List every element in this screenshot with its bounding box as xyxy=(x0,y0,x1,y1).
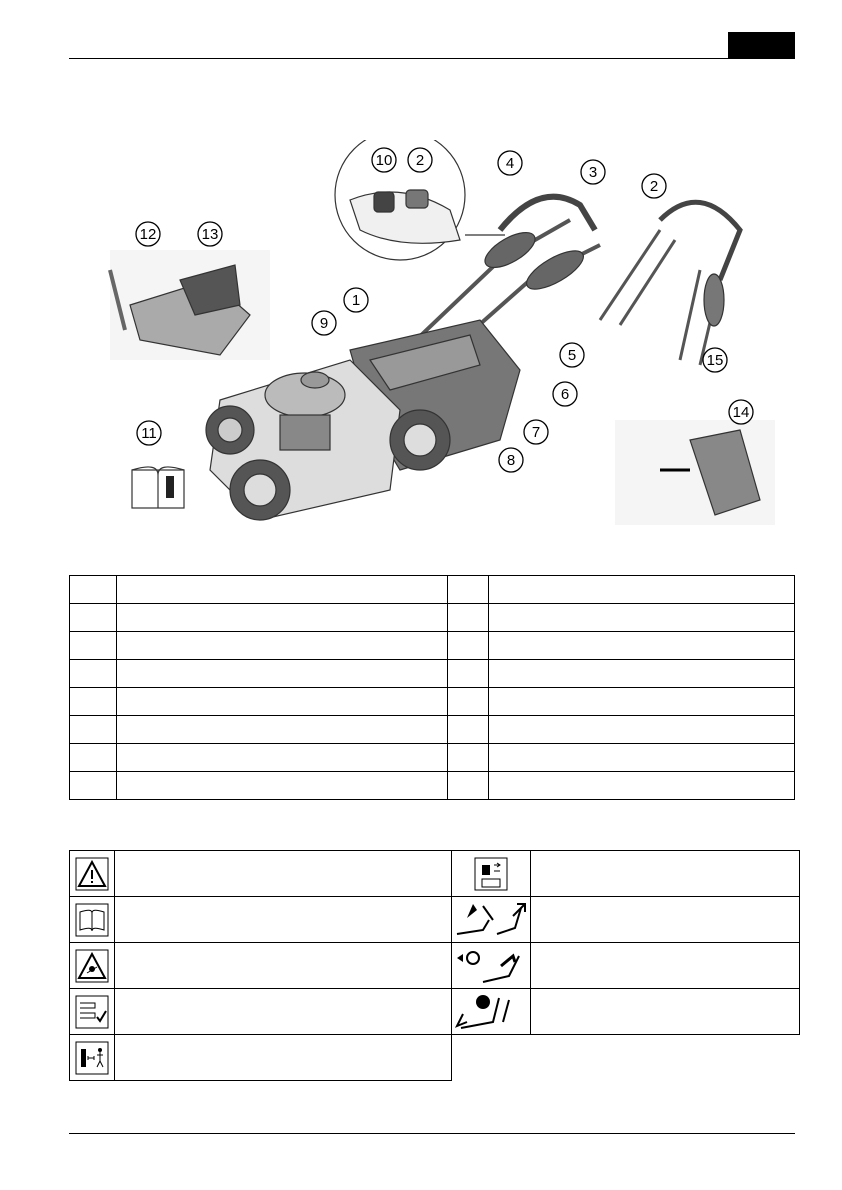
manual-book-icon xyxy=(75,903,109,937)
callout-text-11: 11 xyxy=(141,425,157,442)
callout-text-1: 1 xyxy=(351,292,361,309)
callout-text-15: 15 xyxy=(706,352,724,369)
parts-table xyxy=(69,575,795,800)
callout-text-5: 5 xyxy=(567,347,577,364)
bag-full-indicator-icon xyxy=(474,857,508,891)
table-row xyxy=(70,688,795,716)
callout-text-3: 3 xyxy=(588,164,598,181)
table-row xyxy=(70,1035,800,1081)
table-row xyxy=(70,897,800,943)
table-row xyxy=(70,632,795,660)
symbols-table xyxy=(69,850,800,1081)
callout-text-12: 12 xyxy=(139,226,157,243)
callout-text-7: 7 xyxy=(531,424,541,441)
read-manual-check-icon xyxy=(75,995,109,1029)
callout-text-4: 4 xyxy=(505,155,515,172)
blade-control-lever-icon xyxy=(453,900,529,940)
warning-triangle-icon xyxy=(75,857,109,891)
table-row xyxy=(70,744,795,772)
engine-stop-icon xyxy=(453,992,529,1032)
footer-rule xyxy=(69,1133,795,1134)
header-rule xyxy=(69,58,795,59)
callout-text-9: 9 xyxy=(319,315,329,332)
thrown-objects-icon xyxy=(75,949,109,983)
keep-distance-icon xyxy=(75,1041,109,1075)
table-row xyxy=(70,943,800,989)
table-row xyxy=(70,660,795,688)
table-row xyxy=(70,851,800,897)
table-row xyxy=(70,604,795,632)
table-row xyxy=(70,772,795,800)
table-row xyxy=(70,989,800,1035)
callout-text-13: 13 xyxy=(201,226,219,243)
callout-text-14: 14 xyxy=(732,404,750,421)
table-row xyxy=(70,716,795,744)
drive-speed-icon xyxy=(453,946,529,986)
mower-illustration xyxy=(100,140,780,540)
language-tab xyxy=(728,32,795,58)
table-row xyxy=(70,576,795,604)
callout-text-8: 8 xyxy=(506,452,516,469)
callout-text-6: 6 xyxy=(560,386,570,403)
callout-text-2a: 2 xyxy=(415,152,425,169)
callout-text-10: 10 xyxy=(375,152,393,169)
callout-text-2b: 2 xyxy=(649,178,659,195)
